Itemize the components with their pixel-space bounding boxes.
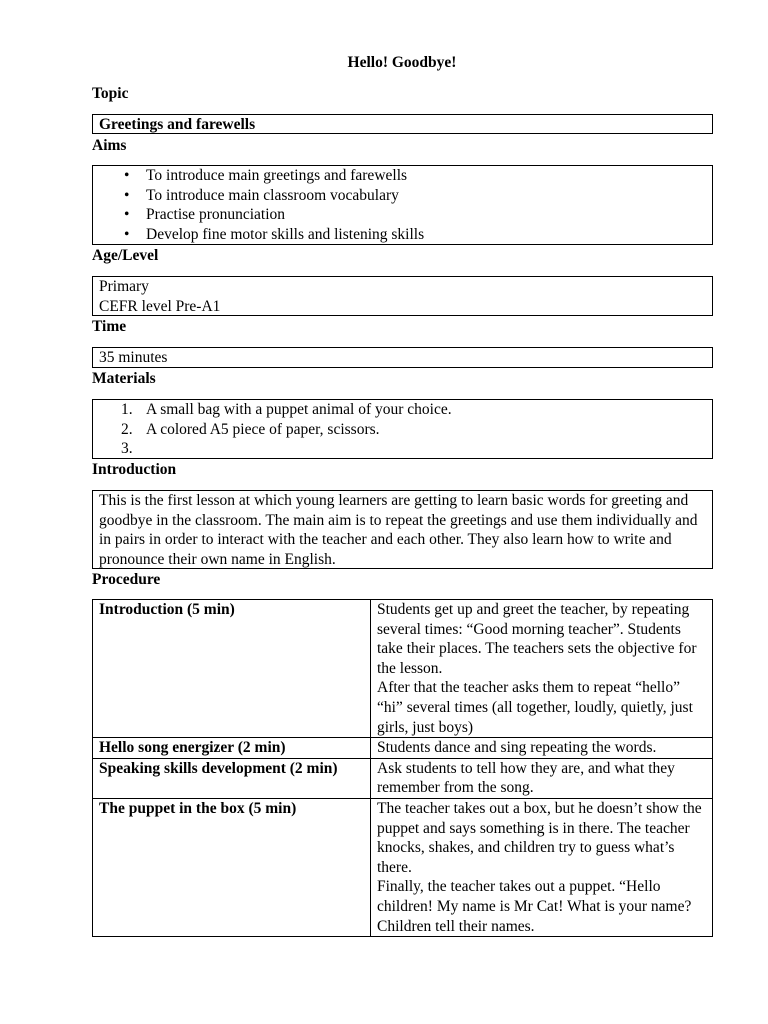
procedure-description (371, 600, 713, 738)
procedure-description (371, 738, 713, 759)
procedure-description-line: Ask students to tell how they are, and what they remember from the song. (377, 759, 675, 797)
materials-box (92, 399, 713, 459)
aims-list-item: • Develop fine motor skills and listening skills (99, 225, 706, 245)
aims-box (92, 165, 713, 245)
procedure-stage: Introduction (5 min) (93, 600, 371, 738)
materials-list-item (99, 420, 706, 440)
time-box (92, 347, 713, 368)
introduction-text: This is the first lesson at which young learners are getting to learn basic words for greeting and goodbye in the classroom. The main aim is to repeat the greetings and use them individually and in pairs in order to interact with the teacher and each other. They also learn how to write and pronounce their own name in English. (99, 492, 698, 568)
procedure-description-line: Students get up and greet the teacher, by repeating several times: “Good morning teacher”. Students take their places. The teachers sets the objective for the lesson. (377, 601, 697, 677)
procedure-description (371, 798, 713, 936)
topic-heading: Topic (92, 85, 129, 102)
introduction-box (92, 490, 713, 569)
aims-list-item: • To introduce main classroom vocabulary (99, 186, 706, 206)
procedure-description-line: Students dance and sing repeating the words. (377, 739, 657, 757)
aims-list (99, 166, 706, 244)
materials-item-number: 3. (121, 440, 133, 458)
procedure-description-line: Children tell their names. (377, 917, 535, 935)
procedure-stage: Hello song energizer (2 min) (93, 738, 371, 759)
procedure-description-line: The teacher takes out a box, but he doesn’t show the puppet and says something is in there. The teacher knocks, shakes, and children try to guess what’s there. (377, 799, 702, 876)
age-level-line: Primary (99, 278, 149, 295)
procedure-description-line: Finally, the teacher takes out a puppet. “Hello children! My name is Mr Cat! What is your name? (377, 878, 692, 915)
procedure-stage: The puppet in the box (5 min) (93, 798, 371, 936)
age-level-box (92, 276, 713, 316)
topic-box (92, 114, 713, 134)
procedure-stage: Speaking skills development (2 min) (93, 758, 371, 798)
procedure-heading: Procedure (92, 571, 161, 588)
materials-item-number: 1. (121, 401, 133, 418)
table-row (93, 798, 713, 936)
introduction-heading: Introduction (92, 461, 177, 478)
age-level-line: CEFR level Pre-A1 (99, 297, 221, 315)
materials-heading: Materials (92, 370, 156, 387)
document-title: Hello! Goodbye! (347, 54, 457, 71)
materials-list (99, 400, 706, 458)
aims-list-item: • Practise pronunciation (99, 205, 706, 225)
materials-item-text: A colored A5 piece of paper, scissors. (146, 420, 380, 438)
procedure-description-line: After that the teacher asks them to repeat “hello” “hi” several times (all together, loudly, quietly, just girls, just boys) (377, 679, 693, 736)
table-row (93, 600, 713, 738)
procedure-description (371, 758, 713, 798)
materials-item-number: 2. (121, 420, 133, 438)
procedure-table (92, 599, 713, 937)
materials-list-item (99, 400, 706, 420)
time-heading: Time (92, 318, 127, 335)
topic-value: Greetings and farewells (99, 116, 256, 133)
table-row (93, 758, 713, 798)
age-level-heading: Age/Level (92, 247, 159, 264)
aims-list-item: • To introduce main greetings and farewells (99, 166, 706, 186)
table-row (93, 738, 713, 759)
materials-item-text: A small bag with a puppet animal of your choice. (146, 401, 452, 418)
aims-heading: Aims (92, 137, 127, 154)
time-value: 35 minutes (99, 349, 168, 366)
